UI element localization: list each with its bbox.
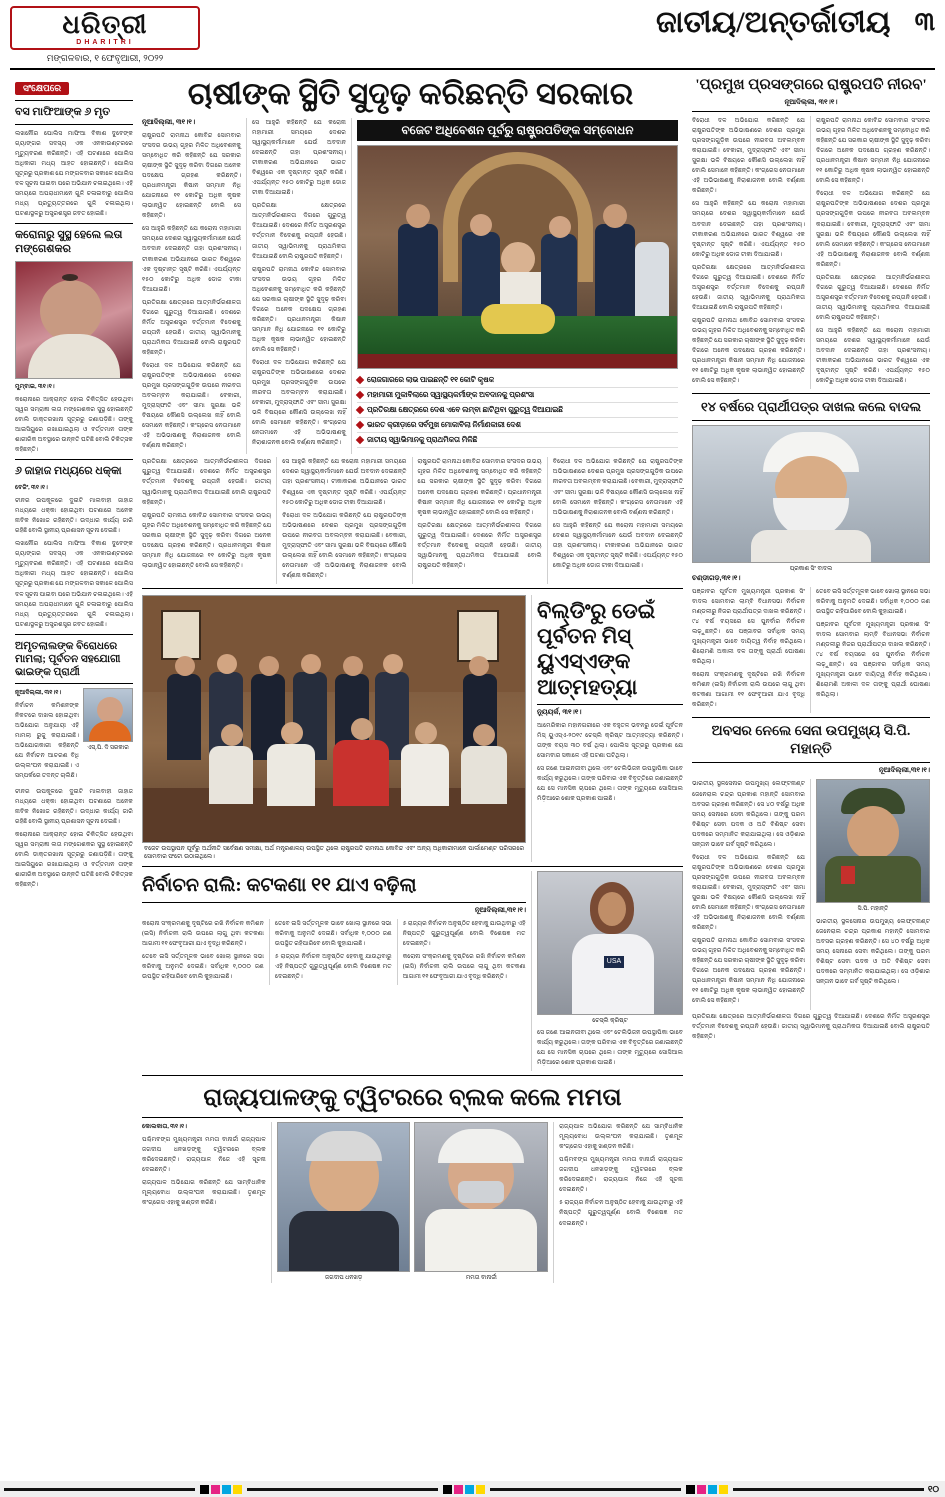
brief4-body: ନିର୍ବାଚନ କମିଶନଙ୍କ ନିକଟରେ ଦାଖଲ ହୋଇଥିବା ଅଭିଯୋଗ ଅନୁଯାୟୀ ଏହି ମାମଲା ରୁଜୁ କରାଯାଇଛି। ଅଭିଯୋଗକାରୀ କହିଛନ୍ତି ଯେ ନିର୍ବାଚନ ଆଚରଣ ବିଧି ଉଲ୍ଲଂଘନ କରାଯାଇଛି। ଏ ସମ୍ପର୍କରେ ତଦନ୍ତ ଚାଲିଛି। [15, 702, 79, 780]
logo-subtitle: DHARITRI [76, 39, 134, 47]
mamata-photo [414, 1122, 548, 1272]
army-col1: ଭାରତୀୟ ସ୍ଥଳସେନାର ଉପମୁଖ୍ୟ ଲେଫ୍ଟନାଣ୍ଟ ଜେନେରାଲ ଚନ୍ଦ୍ର ପ୍ରକାଶ ମହାନ୍ତି ସୋମବାର ଅବସର ଗ୍ରହଣ କରିଛନ୍ତି। ସେ ୪୦ ବର୍ଷରୁ ଅଧିକ ସମୟ ସେନାରେ ସେବା କରିଥିଲେ। ତାଙ୍କୁ ପରମ ବିଶିଷ୍ଟ ସେବା ପଦକ ଓ ଅତି ବିଶିଷ୍ଟ ସେବା ପଦକରେ ସମ୍ମାନିତ କରାଯାଇଥିଲା। ସେ ଓଡ଼ିଶାର ସନ୍ତାନ ଭାବେ ଗର୍ବ ସୃଷ୍ଟି କରିଥିଲେ। [692, 780, 805, 848]
lead-col2-p2: ପ୍ରତିରକ୍ଷା କ୍ଷେତ୍ରରେ ଆତ୍ମନିର୍ଭରଶୀଳତା ଦିଗରେ ଗୁରୁତ୍ୱ ଦିଆଯାଇଛି। ଦେଶରେ ନିର୍ମିତ ଅସ୍ତ୍ରଶସ୍ତ୍ର ବର୍ତ୍ତମାନ ବିଦେଶକୁ ରପ୍ତାନି ହେଉଛି। ଜାତୀୟ ସ୍ୱାଭିମାନକୁ ପ୍ରାଥମିକତା ଦିଆଯାଇଛି ବୋଲି ରାଷ୍ଟ୍ରପତି କହିଛନ୍ତି। [252, 202, 346, 260]
lead-cont-3b: ପ୍ରତିରକ୍ଷା କ୍ଷେତ୍ରରେ ଆତ୍ମନିର୍ଭରଶୀଳତା ଦିଗରେ ଗୁରୁତ୍ୱ ଦିଆଯାଇଛି। ଦେଶରେ ନିର୍ମିତ ଅସ୍ତ୍ରଶସ୍ତ୍ର ବର୍ତ୍ତମାନ ବିଦେଶକୁ ରପ୍ତାନି ହେଉଛି। ଜାତୀୟ ସ୍ୱାଭିମାନକୁ ପ୍ରାଥମିକତା ଦିଆଯାଇଛି ବୋଲି ରାଷ୍ଟ୍ରପତି କହିଛନ୍ତି। [417, 521, 542, 569]
newspaper-logo [10, 6, 200, 50]
swatch-magenta [697, 1485, 706, 1494]
lead-col1-p1: ରାଷ୍ଟ୍ରପତି ରାମନାଥ କୋବିନ୍ଦ ସୋମବାର ସଂସଦର ଉଭୟ ଗୃହର ମିଳିତ ଅଧିବେଶନକୁ ସମ୍ବୋଧିତ କରି କହିଛନ୍ତି ଯେ ସରକାର ଚାଷୀଙ୍କ ସ୍ଥିତି ସୁଦୃଢ଼ କରିବା ଦିଗରେ ଅନେକ ପଦକ୍ଷେପ ଗ୍ରହଣ କରିଛନ୍ତି। ପ୍ରଧାନମନ୍ତ୍ରୀ କିଷାନ ସମ୍ମାନ ନିଧି ଯୋଜନାରେ ୧୧ କୋଟିରୁ ଅଧିକ କୃଷକ ଲାଭାନ୍ୱିତ ହୋଇଛନ୍ତି ବୋଲି ସେ କହିଛନ୍ତି। [142, 131, 241, 220]
lead-col2-p1: ସେ ଆହୁରି କହିଛନ୍ତି ଯେ କରୋନା ମହାମାରୀ ସମୟରେ ଦେଶର ସ୍ୱାସ୍ଥ୍ୟକର୍ମୀମାନେ ଯେଉଁ ଅବଦାନ ଦେଇଛନ୍ତି ତାହା ପ୍ରଶଂସନୀୟ। ଟୀକାକରଣ ଅଭିଯାନରେ ଭାରତ ବିଶ୍ୱରେ ଏକ ଦୃଷ୍ଟାନ୍ତ ସୃଷ୍ଟି କରିଛି। ଏପର୍ଯ୍ୟନ୍ତ ୧୫୦ କୋଟିରୁ ଅଧିକ ଡୋଜ ଟୀକା ଦିଆଯାଇଛି। [252, 118, 346, 197]
election-col3: ୫ ରାଜ୍ୟର ନିର୍ବାଚନ ଅନୁଷ୍ଠିତ ହେବାକୁ ଯାଉଥିବାରୁ ଏହି ନିଷ୍ପତ୍ତି ଗୁରୁତ୍ୱପୂର୍ଣ୍ଣ ବୋଲି ବିଶେଷଜ୍ଞ ମତ ଦେଇଛନ୍ତି। [402, 919, 526, 947]
budget-group-photo [142, 595, 526, 843]
briefs-kicker: ସଂକ୍ଷେପରେ [15, 82, 69, 95]
swatch-cyan [708, 1485, 717, 1494]
lead-byline: ନୂଆଦିଲ୍ଲୀ, ୩୧।୧। [142, 118, 196, 126]
mamata-caption: ମମତା ବାନାର୍ଜୀ [465, 1275, 497, 1282]
brief2-photo-wrap [15, 261, 133, 379]
brief2-byline: ମୁମ୍ବାଇ, ୩୧।୧। [15, 382, 55, 390]
bullet-text: ପ୍ରତିରକ୍ଷା କ୍ଷେତ୍ରରେ ଦେଶ ଏବେ ଲମ୍ବା ଛାଟିଥିବା ଗୁରୁତ୍ୱ ଦିଆଯାଇଛି [367, 404, 563, 414]
cp-mohanty-photo [816, 779, 930, 903]
right-top-col2b: ବିରୋଧୀ ଦଳ ଅଭିଯୋଗ କରିଛନ୍ତି ଯେ ରାଷ୍ଟ୍ରପତିଙ୍କ ଅଭିଭାଷଣରେ ଦେଶର ପ୍ରମୁଖ ପ୍ରସଙ୍ଗଗୁଡ଼ିକ ଉପରେ ନୀରବତା ଅବଲମ୍ବନ କରାଯାଇଛି। ବେକାରୀ, ମୁଦ୍ରାସ୍ଫୀତି ଏବଂ ସୀମା ସୁରକ୍ଷା ଭଳି ବିଷୟରେ କୌଣସି ଉଲ୍ଲେଖ ନାହିଁ ବୋଲି ସେମାନେ କହିଛନ୍ତି। କଂଗ୍ରେସ ନେତାମାନେ ଏହି ଅଭିଭାଷଣକୁ ନିରାଶାଜନକ ବୋଲି ବର୍ଣ୍ଣନା କରିଛନ୍ତି। [816, 190, 930, 268]
election-byline: ନୂଆଦିଲ୍ଲୀ,୩୧।୧। [474, 906, 526, 914]
miss-usa-story [531, 595, 683, 862]
prakash-singh-badal-photo [692, 425, 930, 563]
lead-bullet-list [357, 373, 678, 448]
election-col2: ତେବେ ଇସି ସର୍ତ୍ତମୂଳକ ଭାବେ ଖୋଲା ସ୍ଥାନରେ ସଭା କରିବାକୁ ଅନୁମତି ଦେଇଛି। ସର୍ବାଧିକ ୧,୦୦୦ ଜଣ ଉପସ୍ଥିତ ରହିପାରିବେ ବୋଲି କୁହାଯାଇଛି। [274, 919, 392, 947]
lead-col1-p3: ପ୍ରତିରକ୍ଷା କ୍ଷେତ୍ରରେ ଆତ୍ମନିର୍ଭରଶୀଳତା ଦିଗରେ ଗୁରୁତ୍ୱ ଦିଆଯାଇଛି। ଦେଶରେ ନିର୍ମିତ ଅସ୍ତ୍ରଶସ୍ତ୍ର ବର୍ତ୍ତମାନ ବିଦେଶକୁ ରପ୍ତାନି ହେଉଛି। ଜାତୀୟ ସ୍ୱାଭିମାନକୁ ପ୍ରାଥମିକତା ଦିଆଯାଇଛି ବୋଲି ରାଷ୍ଟ୍ରପତି କହିଛନ୍ତି। [142, 298, 241, 356]
list-item [357, 433, 678, 448]
swatch-yellow [719, 1485, 728, 1494]
list-item [357, 388, 678, 403]
badal-col2: ତେବେ ଇସି ସର୍ତ୍ତମୂଳକ ଭାବେ ଖୋଲା ସ୍ଥାନରେ ସଭା କରିବାକୁ ଅନୁମତି ଦେଇଛି। ସର୍ବାଧିକ ୧,୦୦୦ ଜଣ ଉପସ୍ଥିତ ରହିପାରିବେ ବୋଲି କୁହାଯାଇଛି। [816, 587, 930, 615]
brief3-byline: ବେଜିଂ, ୩୧।୧। [15, 484, 48, 492]
right-top-col2d: ସେ ଆହୁରି କହିଛନ୍ତି ଯେ କରୋନା ମହାମାରୀ ସମୟରେ ଦେଶର ସ୍ୱାସ୍ଥ୍ୟକର୍ମୀମାନେ ଯେଉଁ ଅବଦାନ ଦେଇଛନ୍ତି ତାହା ପ୍ରଶଂସନୀୟ। ଟୀକାକରଣ ଅଭିଯାନରେ ଭାରତ ବିଶ୍ୱରେ ଏକ ଦୃଷ୍ଟାନ୍ତ ସୃଷ୍ଟି କରିଛି। ଏପର୍ଯ୍ୟନ୍ତ ୧୫୦ କୋଟିରୁ ଅଧିକ ଡୋଜ ଟୀକା ଦିଆଯାଇଛି। [816, 326, 930, 385]
lead-top-row [142, 118, 683, 454]
miss-usa-photo-block [531, 871, 683, 1072]
masthead-logo-block [10, 6, 200, 64]
election-col1: କରୋନା ସଂକ୍ରମଣକୁ ଦୃଷ୍ଟିରେ ରଖି ନିର୍ବାଚନ କମିଶନ (ଇସି) ନିର୍ବାଚନୀ ରାଲି ଉପରେ ଲାଗୁ ଥିବା କଟକଣା ଆଗାମୀ ୧୧ ଫେବୃଆରୀ ଯାଏ ବୃଦ୍ଧି କରିଛନ୍ତି। [142, 919, 264, 947]
right-top-col2: ରାଷ୍ଟ୍ରପତି ରାମନାଥ କୋବିନ୍ଦ ସୋମବାର ସଂସଦର ଉଭୟ ଗୃହର ମିଳିତ ଅଧିବେଶନକୁ ସମ୍ବୋଧିତ କରି କହିଛନ୍ତି ଯେ ସରକାର ଚାଷୀଙ୍କ ସ୍ଥିତି ସୁଦୃଢ଼ କରିବା ଦିଗରେ ଅନେକ ପଦକ୍ଷେପ ଗ୍ରହଣ କରିଛନ୍ତି। ପ୍ରଧାନମନ୍ତ୍ରୀ କିଷାନ ସମ୍ମାନ ନିଧି ଯୋଜନାରେ ୧୧ କୋଟିରୁ ଅଧିକ କୃଷକ ଲାଭାନ୍ୱିତ ହୋଇଛନ୍ତି ବୋଲି ସେ କହିଛନ୍ତି। [816, 117, 930, 185]
miss-usa-byline: ନ୍ୟୁୟର୍କ, ୩୧।୧। [537, 708, 582, 716]
brief-item-3 [15, 465, 133, 629]
color-swatches-2 [442, 1481, 486, 1497]
color-swatches-3 [685, 1481, 729, 1497]
swatch-black [443, 1485, 452, 1494]
lead-col-2 [247, 118, 352, 454]
swatch-magenta [454, 1485, 463, 1494]
brief3-body: ଚୀନର ଉପକୂଳରେ ଦୁଇଟି ମାଲବାହୀ ଜାହାଜ ମଧ୍ୟରେ ଧକ୍କା ହୋଇଥିବା ଘଟଣାରେ ଅନେକ ନାବିକ ନିଖୋଜ ରହିଛନ୍ତି। ଉଦ୍ଧାର କାର୍ଯ୍ୟ ଜାରି ରହିଛି ବୋଲି ସ୍ଥାନୀୟ ପ୍ରଶାସନ ସୂଚନା ଦେଇଛି। [15, 497, 133, 535]
lead-col-1 [142, 118, 247, 454]
brief-item-4 [15, 640, 133, 890]
page-number-bottom: ୧୦ [927, 1483, 940, 1494]
swatch-yellow [233, 1485, 242, 1494]
lead-headline: ଚାଷୀଙ୍କ ସ୍ଥିତି ସୁଦୃଢ଼ କରିଛନ୍ତି ସରକାର [187, 76, 634, 112]
brief2-body: କରୋନାରେ ଆକ୍ରାନ୍ତ ହୋଇ ଚିକିତ୍ସିତ ହେଉଥିବା ସ୍ୱର ସମ୍ରାଜ୍ଞୀ ଲତା ମଙ୍ଗେଶକର ସୁସ୍ଥ ହୋଇଛନ୍ତି ବୋଲି ଡାକ୍ତରଖାନା ସୂତ୍ରରୁ ଜଣାପଡ଼ିଛି। ତାଙ୍କୁ ଆଇସିୟୁରେ ରଖାଯାଇଥିଲା ଓ ବର୍ତ୍ତମାନ ତାଙ୍କ ଶାରୀରିକ ଅବସ୍ଥାରେ ଉନ୍ନତି ଘଟିଛି ବୋଲି ଚିକିତ୍ସକ କହିଛନ୍ତି। [15, 396, 133, 454]
center-block [138, 74, 687, 1474]
governor-story [142, 1080, 683, 1282]
lead-col1-p4: ବିରୋଧୀ ଦଳ ଅଭିଯୋଗ କରିଛନ୍ତି ଯେ ରାଷ୍ଟ୍ରପତିଙ୍କ ଅଭିଭାଷଣରେ ଦେଶର ପ୍ରମୁଖ ପ୍ରସଙ୍ଗଗୁଡ଼ିକ ଉପରେ ନୀରବତା ଅବଲମ୍ବନ କରାଯାଇଛି। ବେକାରୀ, ମୁଦ୍ରାସ୍ଫୀତି ଏବଂ ସୀମା ସୁରକ୍ଷା ଭଳି ବିଷୟରେ କୌଣସି ଉଲ୍ଲେଖ ନାହିଁ ବୋଲି ସେମାନେ କହିଛନ୍ତି। କଂଗ୍ରେସ ନେତାମାନେ ଏହି ଅଭିଭାଷଣକୁ ନିରାଶାଜନକ ବୋଲି ବର୍ଣ୍ଣନା କରିଛନ୍ତି। [142, 361, 241, 450]
army-col1b: ବିରୋଧୀ ଦଳ ଅଭିଯୋଗ କରିଛନ୍ତି ଯେ ରାଷ୍ଟ୍ରପତିଙ୍କ ଅଭିଭାଷଣରେ ଦେଶର ପ୍ରମୁଖ ପ୍ରସଙ୍ଗଗୁଡ଼ିକ ଉପରେ ନୀରବତା ଅବଲମ୍ବନ କରାଯାଇଛି। ବେକାରୀ, ମୁଦ୍ରାସ୍ଫୀତି ଏବଂ ସୀମା ସୁରକ୍ଷା ଭଳି ବିଷୟରେ କୌଣସି ଉଲ୍ଲେଖ ନାହିଁ ବୋଲି ସେମାନେ କହିଛନ୍ତି। କଂଗ୍ରେସ ନେତାମାନେ ଏହି ଅଭିଭାଷଣକୁ ନିରାଶାଜନକ ବୋଲି ବର୍ଣ୍ଣନା କରିଛନ୍ତି। [692, 853, 805, 932]
brief4-body-cont2: କରୋନାରେ ଆକ୍ରାନ୍ତ ହୋଇ ଚିକିତ୍ସିତ ହେଉଥିବା ସ୍ୱର ସମ୍ରାଜ୍ଞୀ ଲତା ମଙ୍ଗେଶକର ସୁସ୍ଥ ହୋଇଛନ୍ତି ବୋଲି ଡାକ୍ତରଖାନା ସୂତ୍ରରୁ ଜଣାପଡ଼ିଛି। ତାଙ୍କୁ ଆଇସିୟୁରେ ରଖାଯାଇଥିଲା ଓ ବର୍ତ୍ତମାନ ତାଙ୍କ ଶାରୀରିକ ଅବସ୍ଥାରେ ଉନ୍ନତି ଘଟିଛି ବୋଲି ଚିକିତ୍ସକ କହିଛନ୍ତି। [15, 830, 133, 888]
army-story [692, 723, 930, 1041]
governor-col1b: ରାଜ୍ୟପାଳ ଅଭିଯୋଗ କରିଛନ୍ତି ଯେ ସାମ୍ବିଧାନିକ ମୂଲ୍ୟବୋଧ ଉଲ୍ଲଂଘନ କରାଯାଇଛି। ତୃଣମୂଳ କଂଗ୍ରେସ ଏହାକୁ ଖଣ୍ଡନ କରିଛି। [142, 1179, 266, 1207]
lead-cont-2b: ବିରୋଧୀ ଦଳ ଅଭିଯୋଗ କରିଛନ୍ତି ଯେ ରାଷ୍ଟ୍ରପତିଙ୍କ ଅଭିଭାଷଣରେ ଦେଶର ପ୍ରମୁଖ ପ୍ରସଙ୍ଗଗୁଡ଼ିକ ଉପରେ ନୀରବତା ଅବଲମ୍ବନ କରାଯାଇଛି। ବେକାରୀ, ମୁଦ୍ରାସ୍ଫୀତି ଏବଂ ସୀମା ସୁରକ୍ଷା ଭଳି ବିଷୟରେ କୌଣସି ଉଲ୍ଲେଖ ନାହିଁ ବୋଲି ସେମାନେ କହିଛନ୍ତି। କଂଗ୍ରେସ ନେତାମାନେ ଏହି ଅଭିଭାଷଣକୁ ନିରାଶାଜନକ ବୋଲି ବର୍ଣ୍ଣନା କରିଛନ୍ତି। [282, 511, 407, 579]
lead-cont-3: ରାଷ୍ଟ୍ରପତି ରାମନାଥ କୋବିନ୍ଦ ସୋମବାର ସଂସଦର ଉଭୟ ଗୃହର ମିଳିତ ଅଧିବେଶନକୁ ସମ୍ବୋଧିତ କରି କହିଛନ୍ତି ଯେ ସରକାର ଚାଷୀଙ୍କ ସ୍ଥିତି ସୁଦୃଢ଼ କରିବା ଦିଗରେ ଅନେକ ପଦକ୍ଷେପ ଗ୍ରହଣ କରିଛନ୍ତି। ପ୍ରଧାନମନ୍ତ୍ରୀ କିଷାନ ସମ୍ମାନ ନିଧି ଯୋଜନାରେ ୧୧ କୋଟିରୁ ଅଧିକ କୃଷକ ଲାଭାନ୍ୱିତ ହୋଇଛନ୍ତି ବୋଲି ସେ କହିଛନ୍ତି। [417, 458, 542, 516]
miss-usa-headline: ବିଲ୍ଡିଂରୁ ଡେଇଁ ପୂର୍ବତନ ମିସ୍ ୟୁଏସ୍ଏଙ୍କ ଆତ୍ମହତ୍ୟା [537, 598, 656, 699]
lead-cont-4b: ସେ ଆହୁରି କହିଛନ୍ତି ଯେ କରୋନା ମହାମାରୀ ସମୟରେ ଦେଶର ସ୍ୱାସ୍ଥ୍ୟକର୍ମୀମାନେ ଯେଉଁ ଅବଦାନ ଦେଇଛନ୍ତି ତାହା ପ୍ରଶଂସନୀୟ। ଟୀକାକରଣ ଅଭିଯାନରେ ଭାରତ ବିଶ୍ୱରେ ଏକ ଦୃଷ୍ଟାନ୍ତ ସୃଷ୍ଟି କରିଛି। ଏପର୍ଯ୍ୟନ୍ତ ୧୫୦ କୋଟିରୁ ଅଧିକ ଡୋଜ ଟୀକା ଦିଆଯାଇଛି। [552, 521, 683, 569]
dhankhar-photo [277, 1122, 411, 1272]
election-headline: ନିର୍ବାଚନ ରାଲି: କଟକଣା ୧୧ ଯାଏ ବଢ଼ିଲା [142, 874, 417, 896]
color-swatches [199, 1481, 243, 1497]
badal-photo-caption: ପ୍ରକାଶ ସିଂ ବାଦଲ [789, 565, 833, 572]
page-number: ୩ [914, 6, 935, 36]
brief4-portrait-photo [83, 688, 133, 742]
election-col1b: ତେବେ ଇସି ସର୍ତ୍ତମୂଳକ ଭାବେ ଖୋଲା ସ୍ଥାନରେ ସଭା କରିବାକୁ ଅନୁମତି ଦେଇଛି। ସର୍ବାଧିକ ୧,୦୦୦ ଜଣ ଉପସ୍ଥିତ ରହିପାରିବେ ବୋଲି କୁହାଯାଇଛି। [142, 952, 264, 980]
list-item [357, 403, 678, 418]
group-photo-caption: ବଜେଟ ଉପସ୍ଥାପନ ପୂର୍ବରୁ ଅର୍ଥନୀତି ସର୍ବେକ୍ଷଣ ସମୀକ୍ଷା, ଅର୍ଥ ମନ୍ତ୍ରଣାଳୟ ଉପସ୍ଥିତ ଥିଲେ ରାଷ୍ଟ୍ରପତି ରାମନାଥ କୋବିନ୍ଦ ଏବଂ ଅନ୍ୟ ଅଧିକାରୀମାନେ ପାର୍ଲାମେଣ୍ଟ ପରିସରରେ ସୋମବାର ଫଟୋ ଉଠାଇଥିଲେ। [144, 845, 524, 861]
right-top-col2c: ପ୍ରତିରକ୍ଷା କ୍ଷେତ୍ରରେ ଆତ୍ମନିର୍ଭରଶୀଳତା ଦିଗରେ ଗୁରୁତ୍ୱ ଦିଆଯାଇଛି। ଦେଶରେ ନିର୍ମିତ ଅସ୍ତ୍ରଶସ୍ତ୍ର ବର୍ତ୍ତମାନ ବିଦେଶକୁ ରପ୍ତାନି ହେଉଛି। ଜାତୀୟ ସ୍ୱାଭିମାନକୁ ପ୍ରାଥମିକତା ଦିଆଯାଇଛି ବୋଲି ରାଷ୍ଟ୍ରପତି କହିଛନ୍ତି। [816, 273, 930, 321]
bullet-diamond-icon [356, 376, 364, 384]
miss-usa-col1: ଆମେରିକାର ମହାନଗରୀରେ ଏକ ବହୁତଳ ଭବନରୁ ଡେଇଁ ପୂର୍ବତନ ମିସ୍ ୟୁଏସ୍ଏ-୨୦୧୯ ଚେସ୍ଲି କ୍ରିଷ୍ଟ ଆତ୍ମହତ୍ୟା କରିଛନ୍ତି। ତାଙ୍କ ବୟସ ୩୦ ବର୍ଷ ଥିଲା। ପୋଲିସ ସୂତ୍ରରୁ ପ୍ରକାଶ ଯେ ସୋମବାର ସକାଳେ ଏହି ଘଟଣା ଘଟିଥିଲା। [537, 721, 683, 759]
governor-col1: ପଶ୍ଚିମବଙ୍ଗ ମୁଖ୍ୟମନ୍ତ୍ରୀ ମମତା ବାନାର୍ଜୀ ରାଜ୍ୟପାଳ ଜଗଦୀପ ଧନଖଡ଼ଙ୍କୁ ଟ୍ୱିଟରରେ ବ୍ଲକ କରିଦେଇଛନ୍ତି। ରାଜ୍ୟପାଳ ନିଜେ ଏହି ସୂଚନା ଦେଇଛନ୍ତି। [142, 1136, 266, 1174]
election-col2b: ୫ ରାଜ୍ୟର ନିର୍ବାଚନ ଅନୁଷ୍ଠିତ ହେବାକୁ ଯାଉଥିବାରୁ ଏହି ନିଷ୍ପତ୍ତି ଗୁରୁତ୍ୱପୂର୍ଣ୍ଣ ବୋଲି ବିଶେଷଜ୍ଞ ମତ ଦେଇଛନ୍ତି। [274, 952, 392, 980]
badal-story [692, 399, 930, 713]
masthead [10, 6, 935, 70]
governor-byline: କୋଲକାତା, ୩୧।୧। [142, 1123, 188, 1131]
list-item [357, 418, 678, 433]
swatch-cyan [222, 1485, 231, 1494]
lead-photo-block [352, 118, 683, 454]
column-right [687, 74, 935, 1474]
swatch-yellow [476, 1485, 485, 1494]
army-byline: ନୂଆଦିଲ୍ଲୀ,୩୧।୧। [878, 767, 930, 775]
governor-col3c: ୫ ରାଜ୍ୟର ନିର୍ବାଚନ ଅନୁଷ୍ଠିତ ହେବାକୁ ଯାଉଥିବାରୁ ଏହି ନିଷ୍ପତ୍ତି ଗୁରୁତ୍ୱପୂର୍ଣ୍ଣ ବୋଲି ବିଶେଷଜ୍ଞ ମତ ଦେଇଛନ୍ତି। [559, 1199, 683, 1227]
brief4-headline: ଅମୃତଲାଲଙ୍କ ବିରୋଧରେ ମାମଲା; ପୂର୍ବତନ ସହଯୋଗୀ ଭାଇଙ୍କ ପ୍ରାର୍ଥୀ [15, 640, 121, 678]
bullet-diamond-icon [356, 391, 364, 399]
brief4-body-cont: ଚୀନର ଉପକୂଳରେ ଦୁଇଟି ମାଲବାହୀ ଜାହାଜ ମଧ୍ୟରେ ଧକ୍କା ହୋଇଥିବା ଘଟଣାରେ ଅନେକ ନାବିକ ନିଖୋଜ ରହିଛନ୍ତି। ଉଦ୍ଧାର କାର୍ଯ୍ୟ ଜାରି ରହିଛି ବୋଲି ସ୍ଥାନୀୟ ପ୍ରଶାସନ ସୂଚନା ଦେଇଛି। [15, 787, 133, 825]
right-top-col1c: ପ୍ରତିରକ୍ଷା କ୍ଷେତ୍ରରେ ଆତ୍ମନିର୍ଭରଶୀଳତା ଦିଗରେ ଗୁରୁତ୍ୱ ଦିଆଯାଇଛି। ଦେଶରେ ନିର୍ମିତ ଅସ୍ତ୍ରଶସ୍ତ୍ର ବର୍ତ୍ତମାନ ବିଦେଶକୁ ରପ୍ତାନି ହେଉଛି। ଜାତୀୟ ସ୍ୱାଭିମାନକୁ ପ୍ରାଥମିକତା ଦିଆଯାଇଛି ବୋଲି ରାଷ୍ଟ୍ରପତି କହିଛନ୍ତି। [692, 263, 805, 311]
group-photo-block [142, 595, 531, 862]
badal-byline: ଚଣ୍ଡୀଗଡ଼,୩୧।୧। [692, 574, 741, 582]
brief1-headline: ବସ ମାଫିଆଙ୍କ ୬ ମୃତ [15, 106, 111, 119]
bullet-text: ରୋଜଗାରରେ ଲାଭ ପାଇଛନ୍ତି ୧୧ କୋଟି କୃଷକ [367, 374, 495, 384]
bullet-text: ଭାରତ କ୍ରୀଡ଼ାରେ ସର୍ବମୁଖ ମୋକାବିଲା ନିର୍ମାଣକାରୀ ଦେଶ [367, 419, 521, 429]
miss-usa-cont: ସେ ଜଣେ ଆଇନଜୀବୀ ଥିଲେ ଏବଂ ଟେଲିଭିଜନ ଉପସ୍ଥାପିକା ଭାବେ କାର୍ଯ୍ୟ କରୁଥିଲେ। ତାଙ୍କ ପରିବାର ଏକ ବିବୃତ୍ତିରେ ଜଣାଇଛନ୍ତି ଯେ ସେ ମାନସିକ ଚାପରେ ଥିଲେ। ତାଙ୍କ ମୃତ୍ୟୁରେ ସୋସିଆଲ ମିଡ଼ିଆରେ ଶୋକ ପ୍ରକାଶ ପାଇଛି। [537, 1029, 683, 1067]
miss-usa-col2: ସେ ଜଣେ ଆଇନଜୀବୀ ଥିଲେ ଏବଂ ଟେଲିଭିଜନ ଉପସ୍ଥାପିକା ଭାବେ କାର୍ଯ୍ୟ କରୁଥିଲେ। ତାଙ୍କ ପରିବାର ଏକ ବିବୃତ୍ତିରେ ଜଣାଇଛନ୍ତି ଯେ ସେ ମାନସିକ ଚାପରେ ଥିଲେ। ତାଙ୍କ ମୃତ୍ୟୁରେ ସୋସିଆଲ ମିଡ଼ିଆରେ ଶୋକ ପ୍ରକାଶ ପାଇଛି। [537, 764, 683, 803]
chelsie-kryst-photo: USA [537, 871, 683, 1015]
column-briefs [10, 74, 138, 1474]
section-title: ଜାତୀୟ/ଅନ୍ତର୍ଜାତୀୟ [655, 6, 891, 39]
logo-title: ଧରିତ୍ରୀ [62, 10, 148, 39]
right-top-col1: ବିରୋଧୀ ଦଳ ଅଭିଯୋଗ କରିଛନ୍ତି ଯେ ରାଷ୍ଟ୍ରପତିଙ୍କ ଅଭିଭାଷଣରେ ଦେଶର ପ୍ରମୁଖ ପ୍ରସଙ୍ଗଗୁଡ଼ିକ ଉପରେ ନୀରବତା ଅବଲମ୍ବନ କରାଯାଇଛି। ବେକାରୀ, ମୁଦ୍ରାସ୍ଫୀତି ଏବଂ ସୀମା ସୁରକ୍ଷା ଭଳି ବିଷୟରେ କୌଣସି ଉଲ୍ଲେଖ ନାହିଁ ବୋଲି ସେମାନେ କହିଛନ୍ତି। କଂଗ୍ରେସ ନେତାମାନେ ଏହି ଅଭିଭାଷଣକୁ ନିରାଶାଜନକ ବୋଲି ବର୍ଣ୍ଣନା କରିଛନ୍ତି। [692, 117, 805, 195]
governor-col3b: ପଶ୍ଚିମବଙ୍ଗ ମୁଖ୍ୟମନ୍ତ୍ରୀ ମମତା ବାନାର୍ଜୀ ରାଜ୍ୟପାଳ ଜଗଦୀପ ଧନଖଡ଼ଙ୍କୁ ଟ୍ୱିଟରରେ ବ୍ଲକ କରିଦେଇଛନ୍ତି। ରାଜ୍ୟପାଳ ନିଜେ ଏହି ସୂଚନା ଦେଇଛନ୍ତି। [559, 1156, 683, 1194]
swatch-black [686, 1485, 695, 1494]
lead-story [142, 74, 683, 118]
election-story [142, 871, 683, 1072]
right-top-byline: ନୂଆଦିଲ୍ଲୀ, ୩୧।୧। [784, 99, 838, 107]
brief4-photo-caption: ଏସ୍.ପି. ଦି ସରକାର [87, 745, 129, 752]
midsection [142, 595, 683, 862]
bullet-text: ଜାତୀୟ ସ୍ୱାଭିମାନକୁ ପ୍ରାଥମିକତା ମିଳିଛି [367, 434, 478, 444]
list-item [357, 373, 678, 388]
badal-col2b: ପଞ୍ଜାବର ପୂର୍ବତନ ମୁଖ୍ୟମନ୍ତ୍ରୀ ପ୍ରକାଶ ସିଂ ବାଦଲ ସୋମବାର ଲାମ୍ବି ବିଧାନସଭା ନିର୍ବାଚନ ମଣ୍ଡଳୀରୁ ନିଜର ପ୍ରାର୍ଥୀପତ୍ର ଦାଖଲ କରିଛନ୍ତି। ୯୪ ବର୍ଷ ବୟସରେ ସେ ପୁନର୍ବାର ନିର୍ବାଚନ ଲଢ଼ୁଛନ୍ତି। ସେ ପଞ୍ଜାବର ସର୍ବାଧିକ ସମୟ ମୁଖ୍ୟମନ୍ତ୍ରୀ ଭାବେ ଦାୟିତ୍ୱ ନିର୍ବାହ କରିଥିଲେ। ଶିରୋମଣି ଅକାଳୀ ଦଳ ତାଙ୍କୁ ପ୍ରାର୍ଥୀ ଘୋଷଣା କରିଥିଲା। [816, 621, 930, 699]
bullet-diamond-icon [356, 436, 364, 444]
lata-mangeshkar-photo [15, 261, 133, 379]
right-top-col1d: ରାଷ୍ଟ୍ରପତି ରାମନାଥ କୋବିନ୍ଦ ସୋମବାର ସଂସଦର ଉଭୟ ଗୃହର ମିଳିତ ଅଧିବେଶନକୁ ସମ୍ବୋଧିତ କରି କହିଛନ୍ତି ଯେ ସରକାର ଚାଷୀଙ୍କ ସ୍ଥିତି ସୁଦୃଢ଼ କରିବା ଦିଗରେ ଅନେକ ପଦକ୍ଷେପ ଗ୍ରହଣ କରିଛନ୍ତି। ପ୍ରଧାନମନ୍ତ୍ରୀ କିଷାନ ସମ୍ମାନ ନିଧି ଯୋଜନାରେ ୧୧ କୋଟିରୁ ଅଧିକ କୃଷକ ଲାଭାନ୍ୱିତ ହୋଇଛନ୍ତି ବୋଲି ସେ କହିଛନ୍ତି। [692, 316, 806, 385]
badal-col1b: କରୋନା ସଂକ୍ରମଣକୁ ଦୃଷ୍ଟିରେ ରଖି ନିର୍ବାଚନ କମିଶନ (ଇସି) ନିର୍ବାଚନୀ ରାଲି ଉପରେ ଲାଗୁ ଥିବା କଟକଣା ଆଗାମୀ ୧୧ ଫେବୃଆରୀ ଯାଏ ବୃଦ୍ଧି କରିଛନ୍ତି। [692, 671, 805, 709]
governor-photo-block [272, 1122, 553, 1282]
governor-headline: ରାଜ୍ୟପାଳଙ୍କୁ ଟ୍ୱିଟରରେ ବ୍ଲକ କଲେ ମମତା [203, 1085, 622, 1112]
army-col2: ଭାରତୀୟ ସ୍ଥଳସେନାର ଉପମୁଖ୍ୟ ଲେଫ୍ଟନାଣ୍ଟ ଜେନେରାଲ ଚନ୍ଦ୍ର ପ୍ରକାଶ ମହାନ୍ତି ସୋମବାର ଅବସର ଗ୍ରହଣ କରିଛନ୍ତି। ସେ ୪୦ ବର୍ଷରୁ ଅଧିକ ସମୟ ସେନାରେ ସେବା କରିଥିଲେ। ତାଙ୍କୁ ପରମ ବିଶିଷ୍ଟ ସେବା ପଦକ ଓ ଅତି ବିଶିଷ୍ଟ ସେବା ପଦକରେ ସମ୍ମାନିତ କରାଯାଇଥିଲା। ସେ ଓଡ଼ିଶାର ସନ୍ତାନ ଭାବେ ଗର୍ବ ସୃଷ୍ଟି କରିଥିଲେ। [816, 917, 930, 986]
president-address-photo [357, 145, 678, 369]
lead-subbar: ବଜେଟ ଅଧିବେଶନ ପୂର୍ବରୁ ରାଷ୍ଟ୍ରପତିଙ୍କ ସମ୍ବୋଧନ [357, 120, 678, 141]
chelsie-kryst-caption: ଚେସ୍ଲି କ୍ରିଷ୍ଟ [592, 1017, 628, 1024]
brief2-headline: କରୋନାରୁ ସୁସ୍ଥ ହେଲେ ଲତା ମଙ୍ଗେଶକର [15, 229, 123, 256]
lead-col2-p3: ରାଷ୍ଟ୍ରପତି ରାମନାଥ କୋବିନ୍ଦ ସୋମବାର ସଂସଦର ଉଭୟ ଗୃହର ମିଳିତ ଅଧିବେଶନକୁ ସମ୍ବୋଧିତ କରି କହିଛନ୍ତି ଯେ ସରକାର ଚାଷୀଙ୍କ ସ୍ଥିତି ସୁଦୃଢ଼ କରିବା ଦିଗରେ ଅନେକ ପଦକ୍ଷେପ ଗ୍ରହଣ କରିଛନ୍ତି। ପ୍ରଧାନମନ୍ତ୍ରୀ କିଷାନ ସମ୍ମାନ ନିଧି ଯୋଜନାରେ ୧୧ କୋଟିରୁ ଅଧିକ କୃଷକ ଲାଭାନ୍ୱିତ ହୋଇଛନ୍ତି ବୋଲି ସେ କହିଛନ୍ତି। [252, 265, 346, 353]
right-top-col1b: ସେ ଆହୁରି କହିଛନ୍ତି ଯେ କରୋନା ମହାମାରୀ ସମୟରେ ଦେଶର ସ୍ୱାସ୍ଥ୍ୟକର୍ମୀମାନେ ଯେଉଁ ଅବଦାନ ଦେଇଛନ୍ତି ତାହା ପ୍ରଶଂସନୀୟ। ଟୀକାକରଣ ଅଭିଯାନରେ ଭାରତ ବିଶ୍ୱରେ ଏକ ଦୃଷ୍ଟାନ୍ତ ସୃଷ୍ଟି କରିଛି। ଏପର୍ଯ୍ୟନ୍ତ ୧୫୦ କୋଟିରୁ ଅଧିକ ଡୋଜ ଟୀକା ଦିଆଯାଇଛି। [692, 200, 805, 258]
lead-cont-2: ସେ ଆହୁରି କହିଛନ୍ତି ଯେ କରୋନା ମହାମାରୀ ସମୟରେ ଦେଶର ସ୍ୱାସ୍ଥ୍ୟକର୍ମୀମାନେ ଯେଉଁ ଅବଦାନ ଦେଇଛନ୍ତି ତାହା ପ୍ରଶଂସନୀୟ। ଟୀକାକରଣ ଅଭିଯାନରେ ଭାରତ ବିଶ୍ୱରେ ଏକ ଦୃଷ୍ଟାନ୍ତ ସୃଷ୍ଟି କରିଛି। ଏପର୍ଯ୍ୟନ୍ତ ୧୫୦ କୋଟିରୁ ଅଧିକ ଡୋଜ ଟୀକା ଦିଆଯାଇଛି। [282, 458, 407, 506]
color-registration-bar [0, 1481, 945, 1497]
section-header [200, 6, 905, 39]
bullet-diamond-icon [356, 421, 364, 429]
issue-date: ମଙ୍ଗଳବାର, ୧ ଫେବୃଆରୀ, ୨୦୨୨ [46, 53, 164, 64]
brief-item-2 [15, 229, 133, 455]
page-body [10, 74, 935, 1474]
dhankhar-caption: ଜଗଦୀପ ଧନଖଡ଼ [325, 1275, 363, 1282]
lead-continuation [142, 457, 683, 584]
badal-col1: ପଞ୍ଜାବର ପୂର୍ବତନ ମୁଖ୍ୟମନ୍ତ୍ରୀ ପ୍ରକାଶ ସିଂ ବାଦଲ ସୋମବାର ଲାମ୍ବି ବିଧାନସଭା ନିର୍ବାଚନ ମଣ୍ଡଳୀରୁ ନିଜର ପ୍ରାର୍ଥୀପତ୍ର ଦାଖଲ କରିଛନ୍ତି। ୯୪ ବର୍ଷ ବୟସରେ ସେ ପୁନର୍ବାର ନିର୍ବାଚନ ଲଢ଼ୁଛନ୍ତି। ସେ ପଞ୍ଜାବର ସର୍ବାଧିକ ସମୟ ମୁଖ୍ୟମନ୍ତ୍ରୀ ଭାବେ ଦାୟିତ୍ୱ ନିର୍ବାହ କରିଥିଲେ। ଶିରୋମଣି ଅକାଳୀ ଦଳ ତାଙ୍କୁ ପ୍ରାର୍ଥୀ ଘୋଷଣା କରିଥିଲା। [692, 587, 805, 666]
army-tail: ପ୍ରତିରକ୍ଷା କ୍ଷେତ୍ରରେ ଆତ୍ମନିର୍ଭରଶୀଳତା ଦିଗରେ ଗୁରୁତ୍ୱ ଦିଆଯାଇଛି। ଦେଶରେ ନିର୍ମିତ ଅସ୍ତ୍ରଶସ୍ତ୍ର ବର୍ତ୍ତମାନ ବିଦେଶକୁ ରପ୍ତାନି ହେଉଛି। ଜାତୀୟ ସ୍ୱାଭିମାନକୁ ପ୍ରାଥମିକତା ଦିଆଯାଇଛି ବୋଲି ରାଷ୍ଟ୍ରପତି କହିଛନ୍ତି। [692, 1012, 930, 1040]
brief-item-1 [15, 106, 133, 219]
lead-col2-p4: ବିରୋଧୀ ଦଳ ଅଭିଯୋଗ କରିଛନ୍ତି ଯେ ରାଷ୍ଟ୍ରପତିଙ୍କ ଅଭିଭାଷଣରେ ଦେଶର ପ୍ରମୁଖ ପ୍ରସଙ୍ଗଗୁଡ଼ିକ ଉପରେ ନୀରବତା ଅବଲମ୍ବନ କରାଯାଇଛି। ବେକାରୀ, ମୁଦ୍ରାସ୍ଫୀତି ଏବଂ ସୀମା ସୁରକ୍ଷା ଭଳି ବିଷୟରେ କୌଣସି ଉଲ୍ଲେଖ ନାହିଁ ବୋଲି ସେମାନେ କହିଛନ୍ତି। କଂଗ୍ରେସ ନେତାମାନେ ଏହି ଅଭିଭାଷଣକୁ ନିରାଶାଜନକ ବୋଲି ବର୍ଣ୍ଣନା କରିଛନ୍ତି। [252, 359, 346, 447]
brief4-byline: ନୂଆଦିଲ୍ଲୀ, ୩୧।୧। [15, 689, 62, 697]
brief3-body-extra: ଲଖନୌର ପୋଲିସ ମାଫିଆ ବିକାଶ ଦୁବେଙ୍କ ଗ୍ୟାଙ୍ଗର ସଦସ୍ୟ ଏକ ଏନକାଉଣ୍ଟରରେ ମୃତ୍ୟୁବରଣ କରିଛନ୍ତି। ଏହି ଘଟଣାରେ ପୋଲିସ ଅଧିକାରୀ ମଧ୍ୟ ଆହତ ହୋଇଛନ୍ତି। ପୋଲିସ ସୂତ୍ରରୁ ପ୍ରକାଶ ଯେ ମଙ୍ଗଳବାର ସକାଳେ ପୋଲିସ ଦଳ ସୂଚନା ପାଇବା ପରେ ଅଭିଯାନ ଚଳାଇଥିଲେ। ଏହି ସମୟରେ ଅପରାଧୀମାନେ ଗୁଳି ଚଳାଇବାରୁ ପୋଲିସ ମଧ୍ୟ ପ୍ରତ୍ୟୁତ୍ତରରେ ଗୁଳି ଚଳାଇଥିଲା। ଘଟଣାସ୍ଥଳରୁ ଅସ୍ତ୍ରଶସ୍ତ୍ର ଜବତ ହୋଇଛି। [15, 540, 133, 628]
election-col3b: କରୋନା ସଂକ୍ରମଣକୁ ଦୃଷ୍ଟିରେ ରଖି ନିର୍ବାଚନ କମିଶନ (ଇସି) ନିର୍ବାଚନୀ ରାଲି ଉପରେ ଲାଗୁ ଥିବା କଟକଣା ଆଗାମୀ ୧୧ ଫେବୃଆରୀ ଯାଏ ବୃଦ୍ଧି କରିଛନ୍ତି। [402, 952, 526, 980]
badal-headline: ୧୪ ବର୍ଷରେ ପ୍ରାର୍ଥୀପତ୍ର ଦାଖଲ କଲେ ବାଦଲ [700, 399, 922, 415]
brief1-body: ଲଖନୌର ପୋଲିସ ମାଫିଆ ବିକାଶ ଦୁବେଙ୍କ ଗ୍ୟାଙ୍ଗର ସଦସ୍ୟ ଏକ ଏନକାଉଣ୍ଟରରେ ମୃତ୍ୟୁବରଣ କରିଛନ୍ତି। ଏହି ଘଟଣାରେ ପୋଲିସ ଅଧିକାରୀ ମଧ୍ୟ ଆହତ ହୋଇଛନ୍ତି। ପୋଲିସ ସୂତ୍ରରୁ ପ୍ରକାଶ ଯେ ମଙ୍ଗଳବାର ସକାଳେ ପୋଲିସ ଦଳ ସୂଚନା ପାଇବା ପରେ ଅଭିଯାନ ଚଳାଇଥିଲେ। ଏହି ସମୟରେ ଅପରାଧୀମାନେ ଗୁଳି ଚଳାଇବାରୁ ପୋଲିସ ମଧ୍ୟ ପ୍ରତ୍ୟୁତ୍ତରରେ ଗୁଳି ଚଳାଇଥିଲା। ଘଟଣାସ୍ଥଳରୁ ଅସ୍ତ୍ରଶସ୍ତ୍ର ଜବତ ହୋଇଛି। [15, 130, 133, 218]
army-headline: ଅବସର ନେଲେ ସେନା ଉପମୁଖ୍ୟ ସି.ପି. ମହାନ୍ତି [711, 724, 911, 757]
lead-col1-p2: ସେ ଆହୁରି କହିଛନ୍ତି ଯେ କରୋନା ମହାମାରୀ ସମୟରେ ଦେଶର ସ୍ୱାସ୍ଥ୍ୟକର୍ମୀମାନେ ଯେଉଁ ଅବଦାନ ଦେଇଛନ୍ତି ତାହା ପ୍ରଶଂସନୀୟ। ଟୀକାକରଣ ଅଭିଯାନରେ ଭାରତ ବିଶ୍ୱରେ ଏକ ଦୃଷ୍ଟାନ୍ତ ସୃଷ୍ଟି କରିଛି। ଏପର୍ଯ୍ୟନ୍ତ ୧୫୦ କୋଟିରୁ ଅଧିକ ଡୋଜ ଟୀକା ଦିଆଯାଇଛି। [142, 225, 241, 293]
swatch-magenta [211, 1485, 220, 1494]
bullet-diamond-icon [356, 406, 364, 414]
lead-cont-1: ପ୍ରତିରକ୍ଷା କ୍ଷେତ୍ରରେ ଆତ୍ମନିର୍ଭରଶୀଳତା ଦିଗରେ ଗୁରୁତ୍ୱ ଦିଆଯାଇଛି। ଦେଶରେ ନିର୍ମିତ ଅସ୍ତ୍ରଶସ୍ତ୍ର ବର୍ତ୍ତମାନ ବିଦେଶକୁ ରପ୍ତାନି ହେଉଛି। ଜାତୀୟ ସ୍ୱାଭିମାନକୁ ପ୍ରାଥମିକତା ଦିଆଯାଇଛି ବୋଲି ରାଷ୍ଟ୍ରପତି କହିଛନ୍ତି। [142, 458, 272, 506]
lead-cont-1b: ରାଷ୍ଟ୍ରପତି ରାମନାଥ କୋବିନ୍ଦ ସୋମବାର ସଂସଦର ଉଭୟ ଗୃହର ମିଳିତ ଅଧିବେଶନକୁ ସମ୍ବୋଧିତ କରି କହିଛନ୍ତି ଯେ ସରକାର ଚାଷୀଙ୍କ ସ୍ଥିତି ସୁଦୃଢ଼ କରିବା ଦିଗରେ ଅନେକ ପଦକ୍ଷେପ ଗ୍ରହଣ କରିଛନ୍ତି। ପ୍ରଧାନମନ୍ତ୍ରୀ କିଷାନ ସମ୍ମାନ ନିଧି ଯୋଜନାରେ ୧୧ କୋଟିରୁ ଅଧିକ କୃଷକ ଲାଭାନ୍ୱିତ ହୋଇଛନ୍ତି ବୋଲି ସେ କହିଛନ୍ତି। [142, 511, 272, 569]
brief3-headline: ୬ ଜାହାଜ ମଧ୍ୟରେ ଧକ୍କା [15, 465, 122, 478]
cp-mohanty-caption: ସି.ପି. ମହାନ୍ତି [857, 906, 889, 913]
lead-cont-4: ବିରୋଧୀ ଦଳ ଅଭିଯୋଗ କରିଛନ୍ତି ଯେ ରାଷ୍ଟ୍ରପତିଙ୍କ ଅଭିଭାଷଣରେ ଦେଶର ପ୍ରମୁଖ ପ୍ରସଙ୍ଗଗୁଡ଼ିକ ଉପରେ ନୀରବତା ଅବଲମ୍ବନ କରାଯାଇଛି। ବେକାରୀ, ମୁଦ୍ରାସ୍ଫୀତି ଏବଂ ସୀମା ସୁରକ୍ଷା ଭଳି ବିଷୟରେ କୌଣସି ଉଲ୍ଲେଖ ନାହିଁ ବୋଲି ସେମାନେ କହିଛନ୍ତି। କଂଗ୍ରେସ ନେତାମାନେ ଏହି ଅଭିଭାଷଣକୁ ନିରାଶାଜନକ ବୋଲି ବର୍ଣ୍ଣନା କରିଛନ୍ତି। [552, 458, 683, 516]
swatch-cyan [465, 1485, 474, 1494]
governor-col3: ରାଜ୍ୟପାଳ ଅଭିଯୋଗ କରିଛନ୍ତି ଯେ ସାମ୍ବିଧାନିକ ମୂଲ୍ୟବୋଧ ଉଲ୍ଲଂଘନ କରାଯାଇଛି। ତୃଣମୂଳ କଂଗ୍ରେସ ଏହାକୁ ଖଣ୍ଡନ କରିଛି। [559, 1123, 683, 1151]
swatch-black [200, 1485, 209, 1494]
bullet-text: ମହାମାରୀ ମୁକାବିଲାରେ ସ୍ୱାସ୍ଥ୍ୟକର୍ମୀଙ୍କ ଅବଦାନକୁ ପ୍ରଶଂସା [367, 389, 535, 399]
army-col1c: ରାଷ୍ଟ୍ରପତି ରାମନାଥ କୋବିନ୍ଦ ସୋମବାର ସଂସଦର ଉଭୟ ଗୃହର ମିଳିତ ଅଧିବେଶନକୁ ସମ୍ବୋଧିତ କରି କହିଛନ୍ତି ଯେ ସରକାର ଚାଷୀଙ୍କ ସ୍ଥିତି ସୁଦୃଢ଼ କରିବା ଦିଗରେ ଅନେକ ପଦକ୍ଷେପ ଗ୍ରହଣ କରିଛନ୍ତି। ପ୍ରଧାନମନ୍ତ୍ରୀ କିଷାନ ସମ୍ମାନ ନିଧି ଯୋଜନାରେ ୧୧ କୋଟିରୁ ଅଧିକ କୃଷକ ଲାଭାନ୍ୱିତ ହୋଇଛନ୍ତି ବୋଲି ସେ କହିଛନ୍ତି। [692, 937, 806, 1005]
right-top-headline: 'ପ୍ରମୁଖ ପ୍ରସଙ୍ଗରେ ରାଷ୍ଟ୍ରପତି ନୀରବ' [695, 77, 927, 94]
